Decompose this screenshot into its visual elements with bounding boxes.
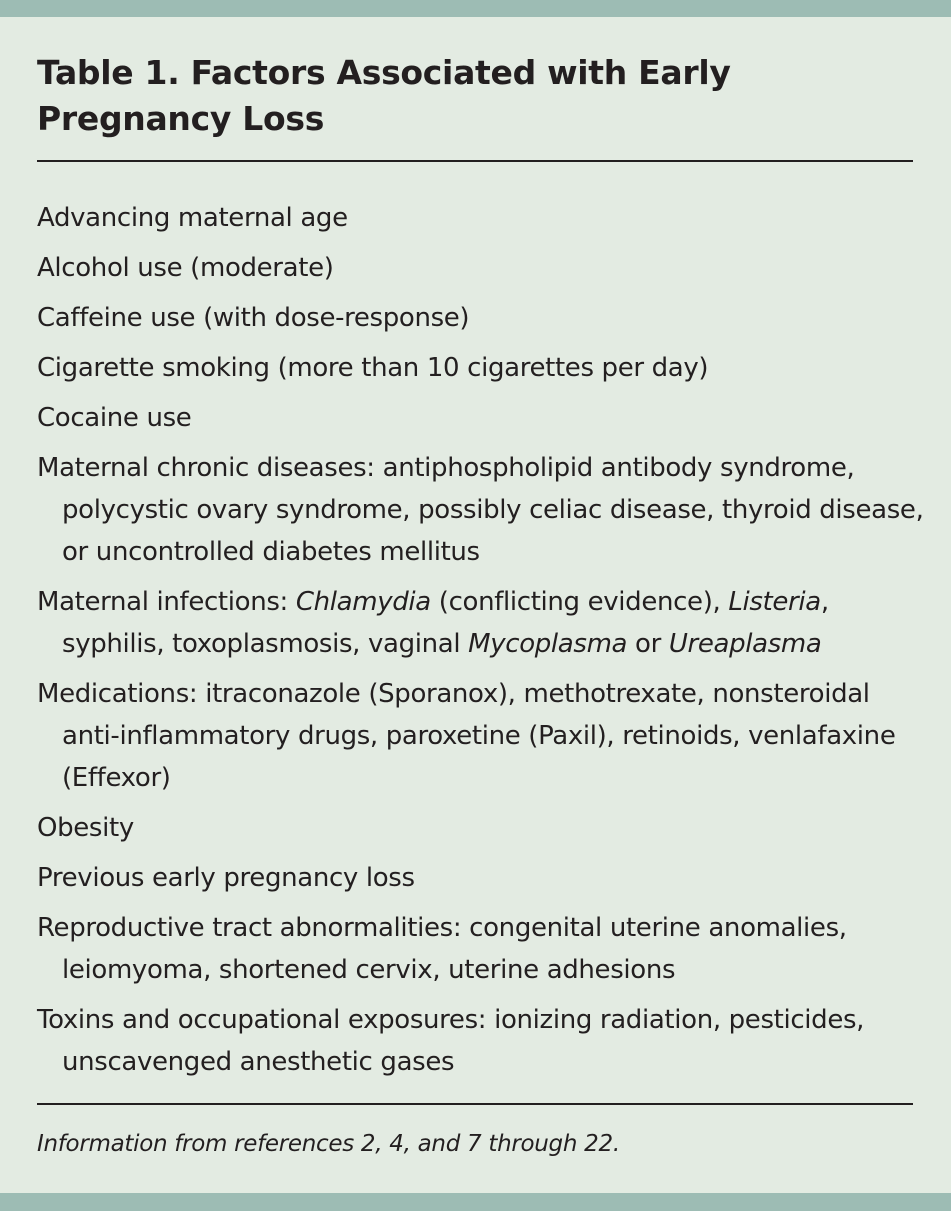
row-text: Obesity xyxy=(37,813,134,843)
row-text: Toxins and occupational exposures: ionizing radiation, pesticides, unscavenged anesthetic gases xyxy=(37,1005,865,1077)
table-row xyxy=(37,999,927,1083)
row-text: or xyxy=(627,629,669,659)
table-row xyxy=(37,297,927,339)
row-text-italic: Ureaplasma xyxy=(668,629,822,659)
title-divider xyxy=(37,160,913,162)
row-text: Advancing maternal age xyxy=(37,203,348,233)
row-text: (conflicting evidence), xyxy=(430,587,729,617)
row-text: Medications: itraconazole (Sporanox), methotrexate, nonsteroidal anti-inflammatory drugs, paroxetine (Paxil), retinoids, venlafaxine (Effexor) xyxy=(37,679,896,793)
table-row xyxy=(37,673,927,799)
row-text: Caffeine use (with dose-response) xyxy=(37,303,470,333)
bottom-color-band xyxy=(0,1193,951,1211)
table-row xyxy=(37,247,927,289)
row-text-italic: Mycoplasma xyxy=(468,629,628,659)
row-text: Previous early pregnancy loss xyxy=(37,863,415,893)
row-text-italic: Chlamydia xyxy=(295,587,431,617)
table-row xyxy=(37,397,927,439)
row-text: Alcohol use (moderate) xyxy=(37,253,334,283)
row-text-italic: Listeria xyxy=(728,587,821,617)
row-text: , syphilis, toxoplasmosis, vaginal xyxy=(62,587,829,659)
top-color-band xyxy=(0,0,951,17)
table-row xyxy=(37,857,927,899)
row-text: Cocaine use xyxy=(37,403,192,433)
source-footnote: Information from references 2, 4, and 7 through 22. xyxy=(37,1131,620,1157)
table-title: Table 1. Factors Associated with Early Pregnancy Loss xyxy=(37,53,731,138)
table-row xyxy=(37,581,927,665)
table-row xyxy=(37,907,927,991)
footer-divider xyxy=(37,1103,913,1105)
row-text: Reproductive tract abnormalities: congenital uterine anomalies, leiomyoma, shortened cervix, uterine adhesions xyxy=(37,913,847,985)
row-text: Maternal chronic diseases: antiphospholipid antibody syndrome, polycystic ovary syndrome, possibly celiac disease, thyroid disease, or uncontrolled diabetes mellitus xyxy=(37,453,924,567)
table-row xyxy=(37,807,927,849)
row-text: Cigarette smoking (more than 10 cigarettes per day) xyxy=(37,353,709,383)
row-text: Maternal infections: xyxy=(37,587,296,617)
table-row xyxy=(37,197,927,239)
factor-list xyxy=(37,197,927,1091)
table-row xyxy=(37,347,927,389)
table-row xyxy=(37,447,927,573)
